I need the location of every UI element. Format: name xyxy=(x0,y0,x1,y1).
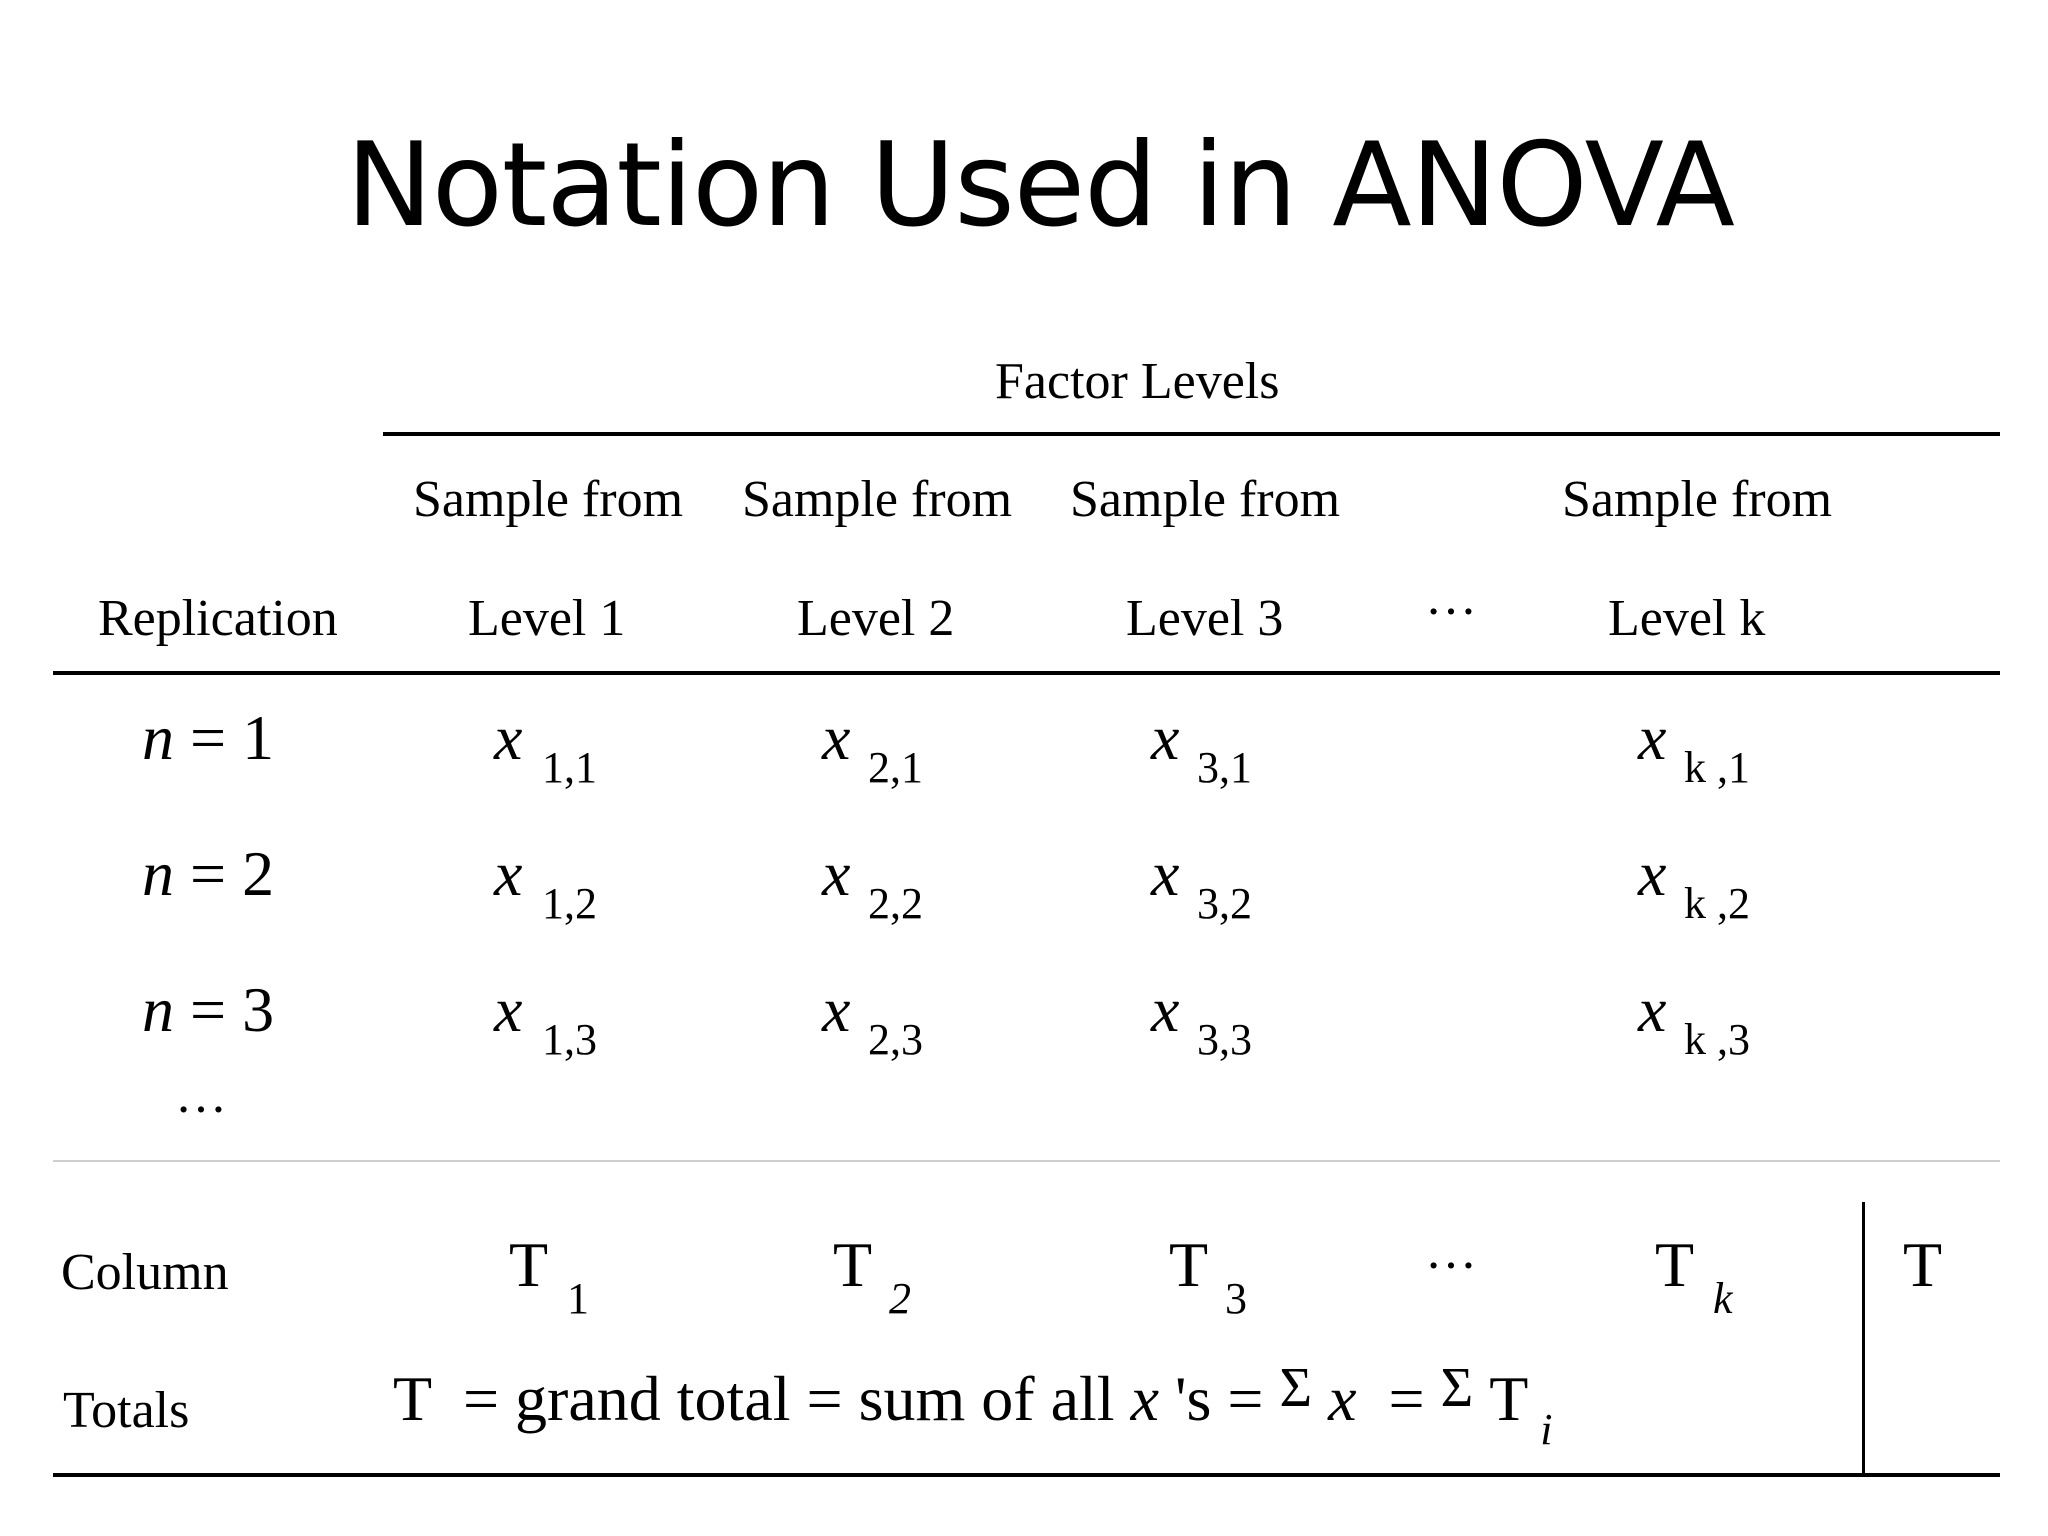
row-label xyxy=(142,702,275,773)
x-variable: x xyxy=(1151,974,1180,1045)
column-totals-label-line1: Column xyxy=(61,1244,229,1301)
x-subscript: 2,1 xyxy=(868,743,923,792)
sample-from-label-2: Sample from xyxy=(742,471,1013,528)
x-subscript: k ,1 xyxy=(1684,743,1750,792)
rows-ellipsis: … xyxy=(175,1067,227,1124)
sample-from-label-3: Sample from xyxy=(1070,471,1341,528)
table-bottom-rule xyxy=(53,1473,2000,1477)
x-variable: x xyxy=(822,974,851,1045)
n-variable: n xyxy=(142,702,174,773)
formula-start: T = grand total = sum of all xyxy=(393,1363,1131,1434)
n-value: = 3 xyxy=(190,974,275,1045)
n-variable: n xyxy=(142,838,174,909)
grand-total-formula xyxy=(393,1357,1553,1454)
slide-title: Notation Used in ANOVA xyxy=(346,118,1734,253)
level-label-1: Level 1 xyxy=(468,590,626,647)
sample-from-label-1: Sample from xyxy=(413,471,684,528)
x-subscript: 3,2 xyxy=(1197,879,1252,928)
column-totals-label-line2: Totals xyxy=(63,1382,190,1439)
formula-eq: = xyxy=(1356,1363,1441,1434)
x-variable: x xyxy=(494,702,523,773)
x-subscript: 3,3 xyxy=(1197,1015,1252,1064)
x-subscript: k ,2 xyxy=(1684,879,1750,928)
totals-ellipsis: … xyxy=(1425,1223,1477,1280)
sigma-symbol: Σ xyxy=(1279,1357,1313,1419)
column-total-variable: T xyxy=(1655,1229,1695,1300)
x-variable: x xyxy=(1151,702,1180,773)
level-label-3: Level 3 xyxy=(1126,590,1284,647)
level-label-k: Level k xyxy=(1608,590,1766,647)
formula-mid: 's = xyxy=(1158,1363,1280,1434)
column-total-subscript: 2 xyxy=(889,1274,911,1323)
x-variable: x xyxy=(1151,838,1180,909)
totals-separator xyxy=(53,1160,2000,1162)
column-total-variable: T xyxy=(1169,1229,1209,1300)
x-variable: x xyxy=(494,974,523,1045)
level-label-2: Level 2 xyxy=(797,590,955,647)
factor-levels-header: Factor Levels xyxy=(995,353,1280,410)
x-subscript: 2,3 xyxy=(868,1015,923,1064)
replication-header: Replication xyxy=(98,590,338,647)
header-top-rule xyxy=(383,432,2000,436)
column-total-variable: T xyxy=(833,1229,873,1300)
t-variable: T xyxy=(1473,1363,1529,1434)
row-label xyxy=(142,838,275,909)
column-total-variable: T xyxy=(509,1229,549,1300)
header-ellipsis: … xyxy=(1425,569,1477,626)
x-variable: x xyxy=(822,702,851,773)
column-total-subscript: k xyxy=(1713,1274,1733,1323)
x-variable: x xyxy=(1638,702,1667,773)
sigma-symbol: Σ xyxy=(1440,1357,1474,1419)
x-subscript: 3,1 xyxy=(1197,743,1252,792)
x-subscript: k ,3 xyxy=(1684,1015,1750,1064)
column-total-subscript: 1 xyxy=(567,1274,589,1323)
x-variable: x xyxy=(1638,974,1667,1045)
n-value: = 2 xyxy=(190,838,275,909)
x-subscript: 1,1 xyxy=(542,743,597,792)
row-label xyxy=(142,974,275,1045)
column-total-subscript: 3 xyxy=(1225,1274,1247,1323)
x-variable: x xyxy=(822,838,851,909)
x-subscript: 2,2 xyxy=(868,879,923,928)
n-value: = 1 xyxy=(190,702,275,773)
t-subscript: i xyxy=(1540,1405,1553,1454)
x-variable: x xyxy=(494,838,523,909)
header-bottom-rule xyxy=(53,671,2000,675)
n-variable: n xyxy=(142,974,174,1045)
x-variable: x xyxy=(1638,838,1667,909)
grand-total-symbol: T xyxy=(1902,1229,1943,1300)
sample-from-label-k: Sample from xyxy=(1562,471,1833,528)
x-variable: x xyxy=(1130,1363,1159,1434)
x-variable: x xyxy=(1328,1363,1357,1434)
x-subscript: 1,2 xyxy=(542,879,597,928)
x-subscript: 1,3 xyxy=(542,1015,597,1064)
